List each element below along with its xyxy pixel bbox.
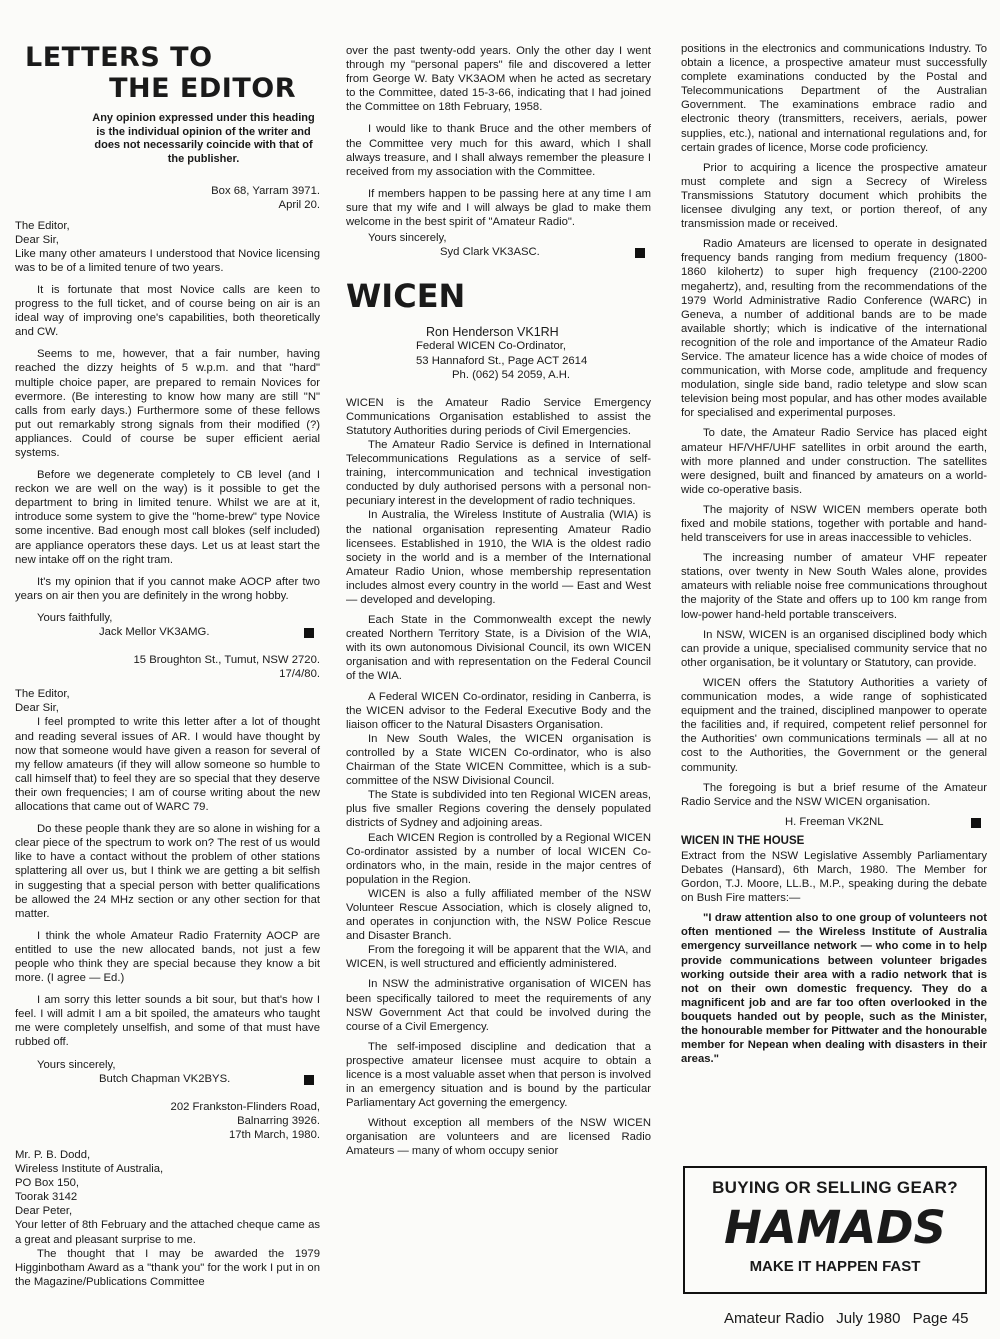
letter3-closing: Yours sincerely,	[368, 232, 447, 245]
letter3-recipient-line: Mr. P. B. Dodd,	[15, 1149, 91, 1161]
letter1-address: Box 68, Yarram 3971.	[211, 185, 320, 198]
advert-slogan: MAKE IT HAPPEN FAST	[749, 1258, 921, 1275]
wicen-paragraph: Each WICEN Region is controlled by a Regional WICEN Co-ordinator assisted by a number of local WICEN Co-ordinators who, in the main, reside in the major centres of population in the Region.	[346, 831, 651, 886]
column-1	[15, 42, 320, 1297]
letter3-address1: 202 Frankston-Flinders Road,	[170, 1100, 320, 1113]
letters-title-line2: THE EDITOR	[109, 73, 296, 104]
letter3-recipient-line: Wireless Institute of Australia,	[15, 1163, 164, 1176]
wicen-paragraph: The majority of NSW WICEN members operate both fixed and mobile stations, together with portable and hand-held transceivers for use in areas inaccessible to vehicles.	[681, 503, 987, 545]
letter3-continued: I would like to thank Bruce and the other members of the Committee very much for this award, which I shall always treasure, and I shall always remember the pleasure I received from my association with the Committee.	[346, 123, 651, 178]
wicen-paragraph: WICEN is also a fully affiliated member of the NSW Volunteer Rescue Association, which is closely aligned to, and operates in conjunction with, the NSW Police Rescue and Disaster Branch.	[346, 887, 651, 943]
footer-issue: July 1980	[836, 1310, 901, 1327]
letters-title-line1: LETTERS TO	[25, 42, 213, 73]
letter1-paragraph: It's my opinion that if you cannot make AOCP after two years on air then you are definitely in the wrong hobby.	[15, 575, 320, 602]
author-phone: Ph. (062) 54 2059, A.H.	[452, 368, 571, 381]
letter1-date: April 20.	[278, 199, 320, 212]
house-intro: Extract from the NSW Legislative Assembly Parliamentary Debates (Hansard), 6th March, 1980. The Member for Gordon, T.J. Moore, LL.B., M.P., speaking during the debate on Bush Fire matters:—	[681, 849, 987, 905]
disclaimer: Any opinion expressed under this heading is the individual opinion of the writer and does not necessarily coincide with that of the publisher.	[92, 112, 315, 165]
hamads-advert	[683, 1166, 987, 1294]
letter3-paragraph: The thought that I may be awarded the 1979 Higginbotham Award as a "thank you" for the work I put in on the Magazine/Publications Committee	[15, 1247, 320, 1288]
wicen-paragraph: WICEN is the Amateur Radio Service Emergency Communications Organisation established to assist the Statutory Authorities during periods of Civil Emergencies.	[346, 396, 651, 437]
wicen-title: WICEN	[346, 277, 466, 316]
wicen-paragraph: positions in the electronics and communications Industry. To obtain a licence, a prospective amateur must successfully complete examinations conducted by the Postal and Telecommunications Department of the Australian Government. The examinations embrace radio and electronic theory (transmitters, receivers, aerials, power supplies, etc.), national and international regulations and, for certain grades of licence, Morse code proficiency.	[681, 43, 987, 154]
letter3-recipient-line: Dear Peter,	[15, 1205, 73, 1218]
end-mark-icon	[304, 1075, 314, 1085]
end-mark-icon	[635, 248, 645, 258]
letter-2	[15, 653, 320, 1086]
wicen-paragraph: The foregoing is but a brief resume of the Amateur Radio Service and the NSW WICEN organisation.	[681, 781, 987, 808]
wicen-paragraph: To date, the Amateur Radio Service has placed eight amateur HF/VHF/UHF satellites in orbit around the earth, with more planned and under construction. The satellites were designed, built and financed by amateurs on a world-wide co-operative basis.	[681, 427, 987, 496]
letter2-closing: Yours sincerely,	[37, 1058, 116, 1071]
letter1-paragraph: Before we degenerate completely to CB level (and I reckon we are well on the way) is it possible to get the department to bring in limited tenure. Whilst we are at it, introduce some system to give the "home-brew" type Novice some incentive. Bad enough most call blokes (self included) are appliance operators these days. Let us at least start the new intake off on the right tram.	[15, 469, 320, 566]
author-role: Federal WICEN Co-Ordinator,	[416, 340, 567, 353]
wicen-paragraph: WICEN offers the Statutory Authorities a variety of communication modes, a wide range of sophisticated equipment and the trained, disciplined manpower to operate the facilities and, if required, competent relief personnel for the Authorities' own communications terminals — all at no cost to the Authorities, the Government or the general community.	[681, 676, 987, 774]
letter2-address: 15 Broughton St., Tumut, NSW 2720.	[133, 654, 320, 667]
letter3-paragraph: Your letter of 8th February and the attached cheque came as a great and pleasant surprise to me.	[15, 1219, 320, 1246]
wicen-paragraph: The Amateur Radio Service is defined in International Telecommunications Regulations as a service of self-training, intercommunication and technical investigation conducted by duly authorised persons with a personal non-pecuniary interest in the development of radio techniques.	[346, 438, 651, 508]
wicen-paragraph: From the foregoing it will be apparent that the WIA, and WICEN, is well structured and efficiently administered.	[346, 944, 651, 971]
footer-page: Page 45	[912, 1310, 969, 1327]
advert-brand: HAMADS	[724, 1201, 946, 1254]
letter3-recipient-line: Toorak 3142	[15, 1191, 78, 1204]
house-title: WICEN IN THE HOUSE	[681, 834, 805, 847]
letter3-date: 17th March, 1980.	[228, 1128, 320, 1141]
wicen-signature-line	[681, 815, 987, 829]
letter3-continued: If members happen to be passing here at any time I am sure that my wife and I will always be glad to make them welcome in the best spirit of "Amateur Radio".	[346, 187, 651, 229]
letter2-date: 17/4/80.	[279, 668, 320, 681]
letter2-paragraph: Do these people thank they are so alone in wishing for a clear piece of the spectrum to work on? The rest of us would like to have a contact without the problem of other stations splattering all over us, but I think we are getting a bit selfish in suggesting that a special person with better qualifications be allowed the 24 MHz section or any other section for that matter.	[15, 823, 320, 920]
wicen-paragraph: Without exception all members of the NSW WICEN organisation are volunteers and are licensed Radio Amateurs — many of whom occupy senior	[346, 1117, 651, 1158]
letter2-signature-line	[15, 1072, 320, 1086]
letter-3	[15, 1100, 320, 1289]
end-mark-icon	[971, 818, 981, 828]
column-3	[681, 42, 987, 1066]
letter1-signature-line	[15, 625, 320, 639]
wicen-paragraph: The self-imposed discipline and dedication that a prospective amateur licensee must acquire to obtain a licence is a most valuable asset when that person is involved in an emergency situation and is bound by the particular Parliamentary Act governing the emergency.	[346, 1040, 651, 1110]
wicen-paragraph: In NSW the administrative organisation of WICEN has been specifically tailored to meet the requirements of any NSW Government Act that could be involved during the course of a Civil Emergency.	[346, 978, 651, 1033]
wicen-paragraph: The State is subdivided into ten Regional WICEN areas, plus five smaller Regions covering the densely populated districts of Sydney and adjoining areas.	[346, 789, 651, 830]
letter2-salutation2: Dear Sir,	[15, 702, 59, 715]
letter-1	[15, 184, 320, 639]
letter3-recipient-line: PO Box 150,	[15, 1177, 80, 1190]
letter2-signature: Butch Chapman VK2BYS.	[99, 1072, 231, 1085]
wicen-paragraph: Each State in the Commonwealth except the newly created Northern Territory State, is a Division of the WIA, with its own autonomous Divisional Council, its own WICEN organisation and with representation on the Federal Council of the WIA.	[346, 614, 651, 683]
letter1-paragraph: Seems to me, however, that a fair number, having reached the dizzy heights of 5 w.p.m. and that "hard" multiple choice paper, are prepared to remain Novices for evermore. (Be interesting to know how many are still "N" calls from early days.) Furthermore some of these fellows put out remarkably strong signals from their modified (?) appliances. Could of course be super efficient aerial systems.	[15, 348, 320, 459]
letter3-address2: Balnarring 3926.	[237, 1114, 320, 1127]
column-2	[346, 44, 651, 1167]
advert-tagline: BUYING OR SELLING GEAR?	[712, 1178, 958, 1197]
letter2-paragraph: I am sorry this letter sounds a bit sour, but that's how I feel. I will admit I am a bit spoiled, the amateurs who taught me were completely unselfish, and some of that must have rubbed off.	[15, 994, 320, 1049]
wicen-paragraph: In NSW, WICEN is an organised disciplined body which can provide a unique, specialised community service that no other organisation, be it voluntary or Statutory, can provide.	[681, 628, 987, 669]
letter2-salutation1: The Editor,	[15, 688, 70, 701]
wicen-paragraph: In Australia, the Wireless Institute of Australia (WIA) is the national organisation representing Amateur Radio licensees. Established in 1910, the WIA is the oldest radio society in the world and is a member of the International Amateur Radio Union, whose membership representation includes almost every country in the world — East and West — developed and developing.	[346, 509, 651, 606]
letter2-paragraph: I think the whole Amateur Radio Fraternity AOCP are entitled to use the new allocated bands, not just a few people who think they are special because they know a bit more. (I agree — Ed.)	[15, 929, 320, 985]
footer-magazine: Amateur Radio	[724, 1310, 825, 1327]
letter1-signature: Jack Mellor VK3AMG.	[99, 626, 210, 638]
wicen-signature: H. Freeman VK2NL	[785, 815, 884, 828]
letter3-continued: over the past twenty-odd years. Only the other day I went through my "personal papers" file and discovered a letter from George W. Baty VK3AOM when he acted as secretary to the Committee, dated 15-3-66, indicating that I had joined the Committee on 18th February, 1958.	[346, 45, 651, 114]
wicen-paragraph: The increasing number of amateur VHF repeater stations, over twenty in New South Wales alone, provides amateurs with reliable noise free communications throughout the majority of the State and offers up to 100 km range from low-power hand-held portable transceivers.	[681, 552, 987, 621]
author-name: Ron Henderson VK1RH	[426, 325, 559, 340]
letter2-paragraph: I feel prompted to write this letter after a lot of thought and reading several issues of AR. I would have thought by now that someone would have given a reason for several of my fellow amateurs (if they will allow someone so humble to call himself that) to feel they are so special that they deserve their own frequencies; I am of course writing about the new allocations that came out of WARC 79.	[15, 716, 320, 814]
wicen-paragraph: In New South Wales, the WICEN organisation is controlled by a State WICEN Co-ordinator, who is also Chairman of the State WICEN Committee, which is a sub-committee of the NSW Divisional Council.	[346, 732, 651, 788]
wicen-paragraph: Radio Amateurs are licensed to operate in designated frequency bands ranging from medium frequency (1800-1860 kilohertz) to super high frequency (2100-2200 megahertz), and, resulting from the recommendations of the 1979 World Administrative Radio Conference (WARC) in Geneva, a number of additional bands are to be made available shortly; which is indicative of the international recognition of the role and importance of the Amateur Radio Service. The amateur licence has a wide choice of modes of communication, with Morse code, amplitude and frequency modulation, single side band, radio teletype and slow scan television being most popular, and has other modes available for specialised and experimental purposes.	[681, 238, 987, 420]
letter1-salutation1: The Editor,	[15, 219, 70, 232]
wicen-paragraph: Prior to acquiring a licence the prospective amateur must complete and sign a Secrecy of Wireless Transmissions Statutory document which prohibits the licensee divulging any text, or portion thereof, of any transmission made or received.	[681, 161, 987, 231]
letter1-paragraph: Like many other amateurs I understood that Novice licensing was to be of a limited tenure of two years.	[15, 247, 320, 274]
letter1-paragraph: It is fortunate that most Novice calls are keen to progress to the full ticket, and of course being on air is an ideal way of improving one's capabilities, both theoretically and CW.	[15, 283, 320, 339]
wicen-paragraph: A Federal WICEN Co-ordinator, residing in Canberra, is the WICEN advisor to the Federal Executive Body and the liaison officer to the Natural Disasters Organisation.	[346, 690, 651, 731]
author-address: 53 Hannaford St., Page ACT 2614	[416, 354, 588, 367]
letter1-salutation2: Dear Sir,	[15, 233, 59, 246]
end-mark-icon	[304, 628, 314, 638]
page-footer	[724, 1310, 969, 1327]
letter1-closing: Yours faithfully,	[37, 611, 113, 624]
letter3-signature: Syd Clark VK3ASC.	[440, 246, 540, 259]
house-quote: "I draw attention also to one group of volunteers not often mentioned — the Wireless Institute of Australia emergency surveillance network — who come in to help provide communications between volunteer brigades working outside their area with a radio network that is not on their own domestic frequency. They do a magnificent job and are far too often overlooked in the bouquets handed out by people, such as the Minister, the honourable member for Pittwater and the honourable member for Nepean when dealing with disasters in their areas."	[681, 912, 987, 1066]
letter3-signature-line	[346, 245, 651, 259]
